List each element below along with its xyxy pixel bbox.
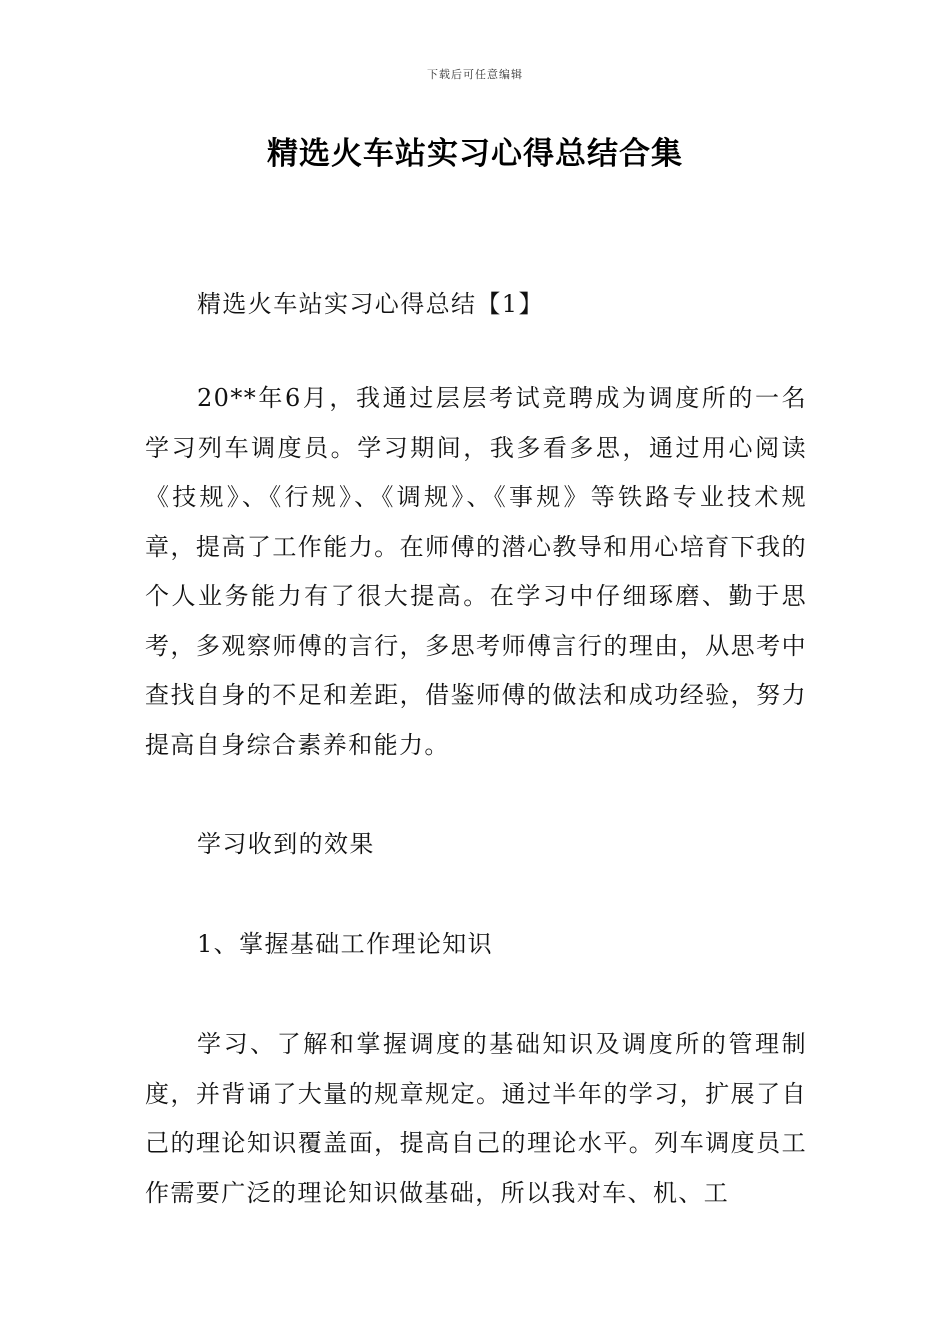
sub-heading-basic-knowledge: [145, 920, 807, 970]
body-paragraph-2-text: 学习、了解和掌握调度的基础知识及调度所的管理制度，并背诵了大量的规章规定。通过半年的学习，扩展了自己的理论知识覆盖面，提高自己的理论水平。列车调度员工作需要广泛的理论知识做基础，所以我对车、机、工: [145, 1030, 807, 1207]
sub-heading-effects-text: 学习收到的效果: [197, 830, 375, 858]
header-note: 下载后可任意编辑: [427, 68, 523, 81]
body-paragraph-1: [145, 374, 807, 770]
body-paragraph-2: [145, 1020, 807, 1218]
sub-heading-basic-knowledge-text: 1、掌握基础工作理论知识: [197, 930, 494, 958]
sub-heading-effects: [145, 820, 807, 870]
section-heading-text: 精选火车站实习心得总结【1】: [197, 290, 544, 318]
document-title: 精选火车站实习心得总结合集: [267, 136, 683, 172]
body-paragraph-1-text: 20**年6月，我通过层层考试竞聘成为调度所的一名学习列车调度员。学习期间，我多看多思，通过用心阅读《技规》、《行规》、《调规》、《事规》等铁路专业技术规章，提高了工作能力。在师傅的潜心教导和用心培育下我的个人业务能力有了很大提高。在学习中仔细琢磨、勤于思考，多观察师傅的言行，多思考师傅言行的理由，从思考中查找自身的不足和差距，借鉴师傅的做法和成功经验，努力提高自身综合素养和能力。: [145, 384, 807, 759]
section-heading: [145, 280, 807, 330]
